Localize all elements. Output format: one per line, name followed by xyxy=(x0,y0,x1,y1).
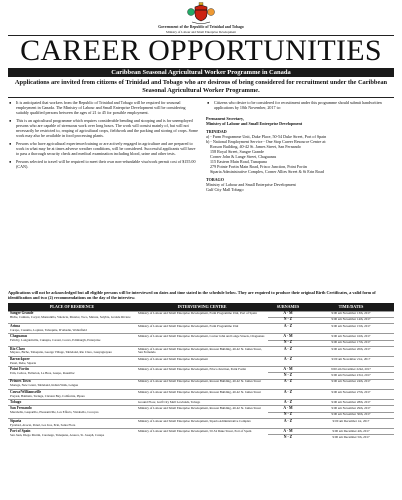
residence-cell: Sangre Grande Biche, Cumuto, Coryal, Manzanilla, Valencia, Matelot, Toco, Matura, Salybia, Grande Riviere xyxy=(8,311,136,324)
surname-cell: A - Z xyxy=(268,379,308,389)
date-cell: 9:00 am November 13th, 2017 xyxy=(308,311,394,317)
column-header: TIME/DATES xyxy=(308,303,394,311)
date-cell: 9:00 am November 16th, 2017 xyxy=(308,334,394,340)
table-row xyxy=(8,418,394,428)
address-line: 115 Eastern Main Road, Tunapuna xyxy=(210,159,267,164)
centre-cell: Ministry of Labour and Small Enterprise Development, 50-54 Duke Street, Port of Spain xyxy=(136,429,268,441)
address-line: Corner John & Lange Street, Chaguanas xyxy=(210,154,277,159)
surname-cell: A - Z xyxy=(268,389,308,399)
programme-banner: Caribbean Seasonal Agricultural Worker Programme in Canada xyxy=(8,68,394,77)
perm-sec-label: Permanent Secretary, xyxy=(206,116,244,121)
address-line: Rosson Building, 40-42 St. James Street, San Fernando xyxy=(210,144,301,149)
address-line: Gulf City Mall Tobago xyxy=(206,187,244,192)
address-line: Ministry of Labour and Small Enterprise Development xyxy=(206,182,296,187)
table-row xyxy=(8,379,394,389)
table-row xyxy=(8,346,394,356)
date-cell: 9:00 am November 30th, 2017 xyxy=(308,412,394,418)
requirements-column xyxy=(8,100,198,172)
surname-cell: N - Z xyxy=(268,373,308,379)
address-line: 158 Royal Street, Sangre Grande xyxy=(210,149,265,154)
date-cell: 9:00 am November 17th, 2017 xyxy=(308,340,394,346)
surname-cell: A - Z xyxy=(268,400,308,406)
residence-cell: San Fernando Marabella, Gasparillo, Pleasantville, Les Efforts, Vistabella, Cocoyea xyxy=(8,406,136,419)
residence-cell: Siparia Fyzabad, Avocat, Penal, Los Iros, Erin, Santa Flora xyxy=(8,418,136,428)
column-header: SURNAMES xyxy=(268,303,308,311)
ministry-label: Ministry of Labour and Small Enterprise Development xyxy=(166,30,236,34)
centre-cell: Ministry of Labour and Small Enterprise Development, Rosson Building, 40-42 St. James Street xyxy=(136,379,268,389)
perm-ministry-label: Ministry of Labour and Small Enterprise Development xyxy=(206,121,303,126)
coat-of-arms-icon xyxy=(186,2,216,24)
centre-cell: Ministry of Labour and Small Enterprise Development, Rosson Building, 40-42 St. James Street, San Fernando xyxy=(136,346,268,356)
date-cell: 9:00 am November 28th, 2017 xyxy=(308,400,394,406)
date-cell: 9:00 am November 27th, 2017 xyxy=(308,389,394,399)
surname-cell: A - Z xyxy=(268,346,308,356)
date-cell: 9:00 am November 20th, 2017 xyxy=(308,346,394,356)
column-header: INTERVIEWING CENTRE xyxy=(136,303,268,311)
residence-cell: Tobago xyxy=(8,400,136,406)
residence-cell: Port of Spain San Juan, Diego Martin, Carenage, Tunapuna, Arouca, St. Joseph, Curepe xyxy=(8,429,136,441)
residence-cell: Barrackpore Penal, Debe, Siparia xyxy=(8,357,136,367)
surname-cell: A - Z xyxy=(268,418,308,428)
date-cell: 9:00 am November 29th, 2017 xyxy=(308,406,394,412)
date-cell: 9:00 am November 15th, 2017 xyxy=(308,324,394,334)
surname-cell: A - Z xyxy=(268,324,308,334)
surname-cell: A - M xyxy=(268,334,308,340)
date-cell: 9:00 am November 22nd, 2017 xyxy=(308,367,394,373)
centre-cell: Ground Floor, Gulf City Mall Lowlands, Tobago xyxy=(136,400,268,406)
date-cell: 9:00 am November 23rd, 2017 xyxy=(308,373,394,379)
surname-cell: N - Z xyxy=(268,435,308,441)
applications-note: Applications will not be acknowledged but all eligible persons will be interviewed on dates and time stated in the schedule below. They are required to produce their original Birth Certificates, a valid form of identification and two (2) recommendations on the day of the interview. xyxy=(8,290,376,301)
intro-text: Applications are invited from citizens of Trinidad and Tobago who are desirous of being considered for recruitment under the Caribbean Seasonal Agricultural Worker Programme. xyxy=(14,79,388,94)
table-row xyxy=(8,357,394,367)
date-cell: 9:00 am December 5th, 2017 xyxy=(308,435,394,441)
residence-cell: Chaguanas Felicity, Longdenville, Cunupia, Caroni, Couva, Edinburgh, Enterprise xyxy=(8,334,136,347)
bullet-item: ● This is an agricultural programme which requires considerable bending and stooping and is for unemployed persons who are capable of strenuous work over long hours. The work will consist mainly of, but will not necessarily be restricted to, reaping of agricultural crops, fieldwork and the packing and storing of crops. Some work may also be available in food processing plants. xyxy=(8,118,198,138)
centre-cell: Ministry of Labour and Small Enterprise Development, Rosson Building, 40-42 St. James Street xyxy=(136,406,268,419)
centre-cell: Ministry of Labour and Small Enterprise Development, Rosson Building, 40-42 St. James Street xyxy=(136,389,268,399)
residence-cell: Princes Town Moruga, New Grant, Tableland, Indian Walk, Lengua xyxy=(8,379,136,389)
page-title: CAREER OPPORTUNITIES xyxy=(20,34,382,67)
divider xyxy=(8,97,394,98)
surname-cell: N - Z xyxy=(268,340,308,346)
centre-cell: Ministry of Labour and Small Enterprise Development, Farm Programme Unit xyxy=(136,324,268,334)
table-row xyxy=(8,324,394,334)
date-cell: 9:00 am November 21st, 2017 xyxy=(308,357,394,367)
citizens-note: ● Citizens who desire to be considered for recruitment under this programme should submit handwritten applications by 10th November, 2017 to: xyxy=(206,100,394,110)
date-cell: 9:00 am December 1st, 2017 xyxy=(308,418,394,428)
table-header-row xyxy=(8,303,394,311)
trinidad-label: TRINIDAD xyxy=(206,129,227,134)
address-line: b) - National Employment Service - One Stop Career Resource Centre at: xyxy=(206,139,327,144)
residence-cell: Rio Claro Mayaro, Biche, Tabaquite, George Village, Tableland, Rio Claro, Guayaguayare xyxy=(8,346,136,356)
table-row xyxy=(8,389,394,399)
date-cell: 9:00 am November 24th, 2017 xyxy=(308,379,394,389)
centre-cell: Ministry of Labour and Small Enterprise Development, Siparia Administrative Complex xyxy=(136,418,268,428)
date-cell: 9:00 am November 14th, 2017 xyxy=(308,317,394,323)
address-line: 279 Pointe Fortin Main Road, Frisco Junction, Point Fortin xyxy=(210,164,307,169)
surname-cell: A - M xyxy=(268,406,308,412)
bullet-item: ● Persons selected to travel will be required to meet their own non-refundable visa/work permit cost of $155.00 (CAN). xyxy=(8,159,198,169)
centre-cell: Ministry of Labour and Small Enterprise Development xyxy=(136,357,268,367)
submission-column xyxy=(206,100,394,192)
surname-cell: A - M xyxy=(268,429,308,435)
residence-cell: Couva/Williamsville Preysal, Balmain, Tortuga, Claxton Bay, California, Piparo xyxy=(8,389,136,399)
address-line: a) - Farm Programme Unit, Duke Place, 50-54 Duke Street, Port of Spain xyxy=(206,134,327,139)
residence-cell: Point Fortin Erin, Cedros, Fullarton, La Brea, Guapo, Rousillac xyxy=(8,367,136,380)
date-cell: 9:00 am December 4th, 2017 xyxy=(308,429,394,435)
residence-cell: Arima Carapo, Cuaumo, Lopinot, Tabaquite, D'Abadie, Wallerfield xyxy=(8,324,136,334)
bullet-item: ● It is anticipated that workers from the Republic of Trinidad and Tobago will be required for seasonal employment in Canada. The Ministry of Labour and Small Enterprise Development will be considering suitably qualified persons between the ages of 21 to 45 for possible employment. xyxy=(8,100,198,115)
surname-cell: N - Z xyxy=(268,317,308,323)
address-line: Siparia Administrative Complex, Corner Allies Street & St Erin Road xyxy=(210,169,324,174)
surname-cell: A - M xyxy=(268,311,308,317)
surname-cell: N - Z xyxy=(268,412,308,418)
schedule-body xyxy=(8,311,394,441)
tobago-label: TOBAGO xyxy=(206,177,224,182)
government-label: Government of the Republic of Trinidad and Tobago xyxy=(158,25,244,29)
centre-cell: Ministry of Labour and Small Enterprise Development, Corner John and Lange Streets, Chaguanas xyxy=(136,334,268,347)
bullet-item: ● Persons who have agricultural experience/training or are actively engaged in agriculture and are prepared to work in what may be at times adverse weather conditions, will be considered. Successful applicants will have to pass a thorough security check and medical examination including blood, urine and other tests. xyxy=(8,141,198,156)
surname-cell: A - Z xyxy=(268,357,308,367)
centre-cell: Ministry of Labour and Small Enterprise Development, Frisco Junction, Point Fortin xyxy=(136,367,268,380)
column-header: PLACE OF RESIDENCE xyxy=(8,303,136,311)
surname-cell: A - M xyxy=(268,367,308,373)
interview-schedule-table xyxy=(8,303,394,441)
centre-cell: Ministry of Labour and Small Enterprise Development, Farm Programme Unit, Port of Spain xyxy=(136,311,268,324)
